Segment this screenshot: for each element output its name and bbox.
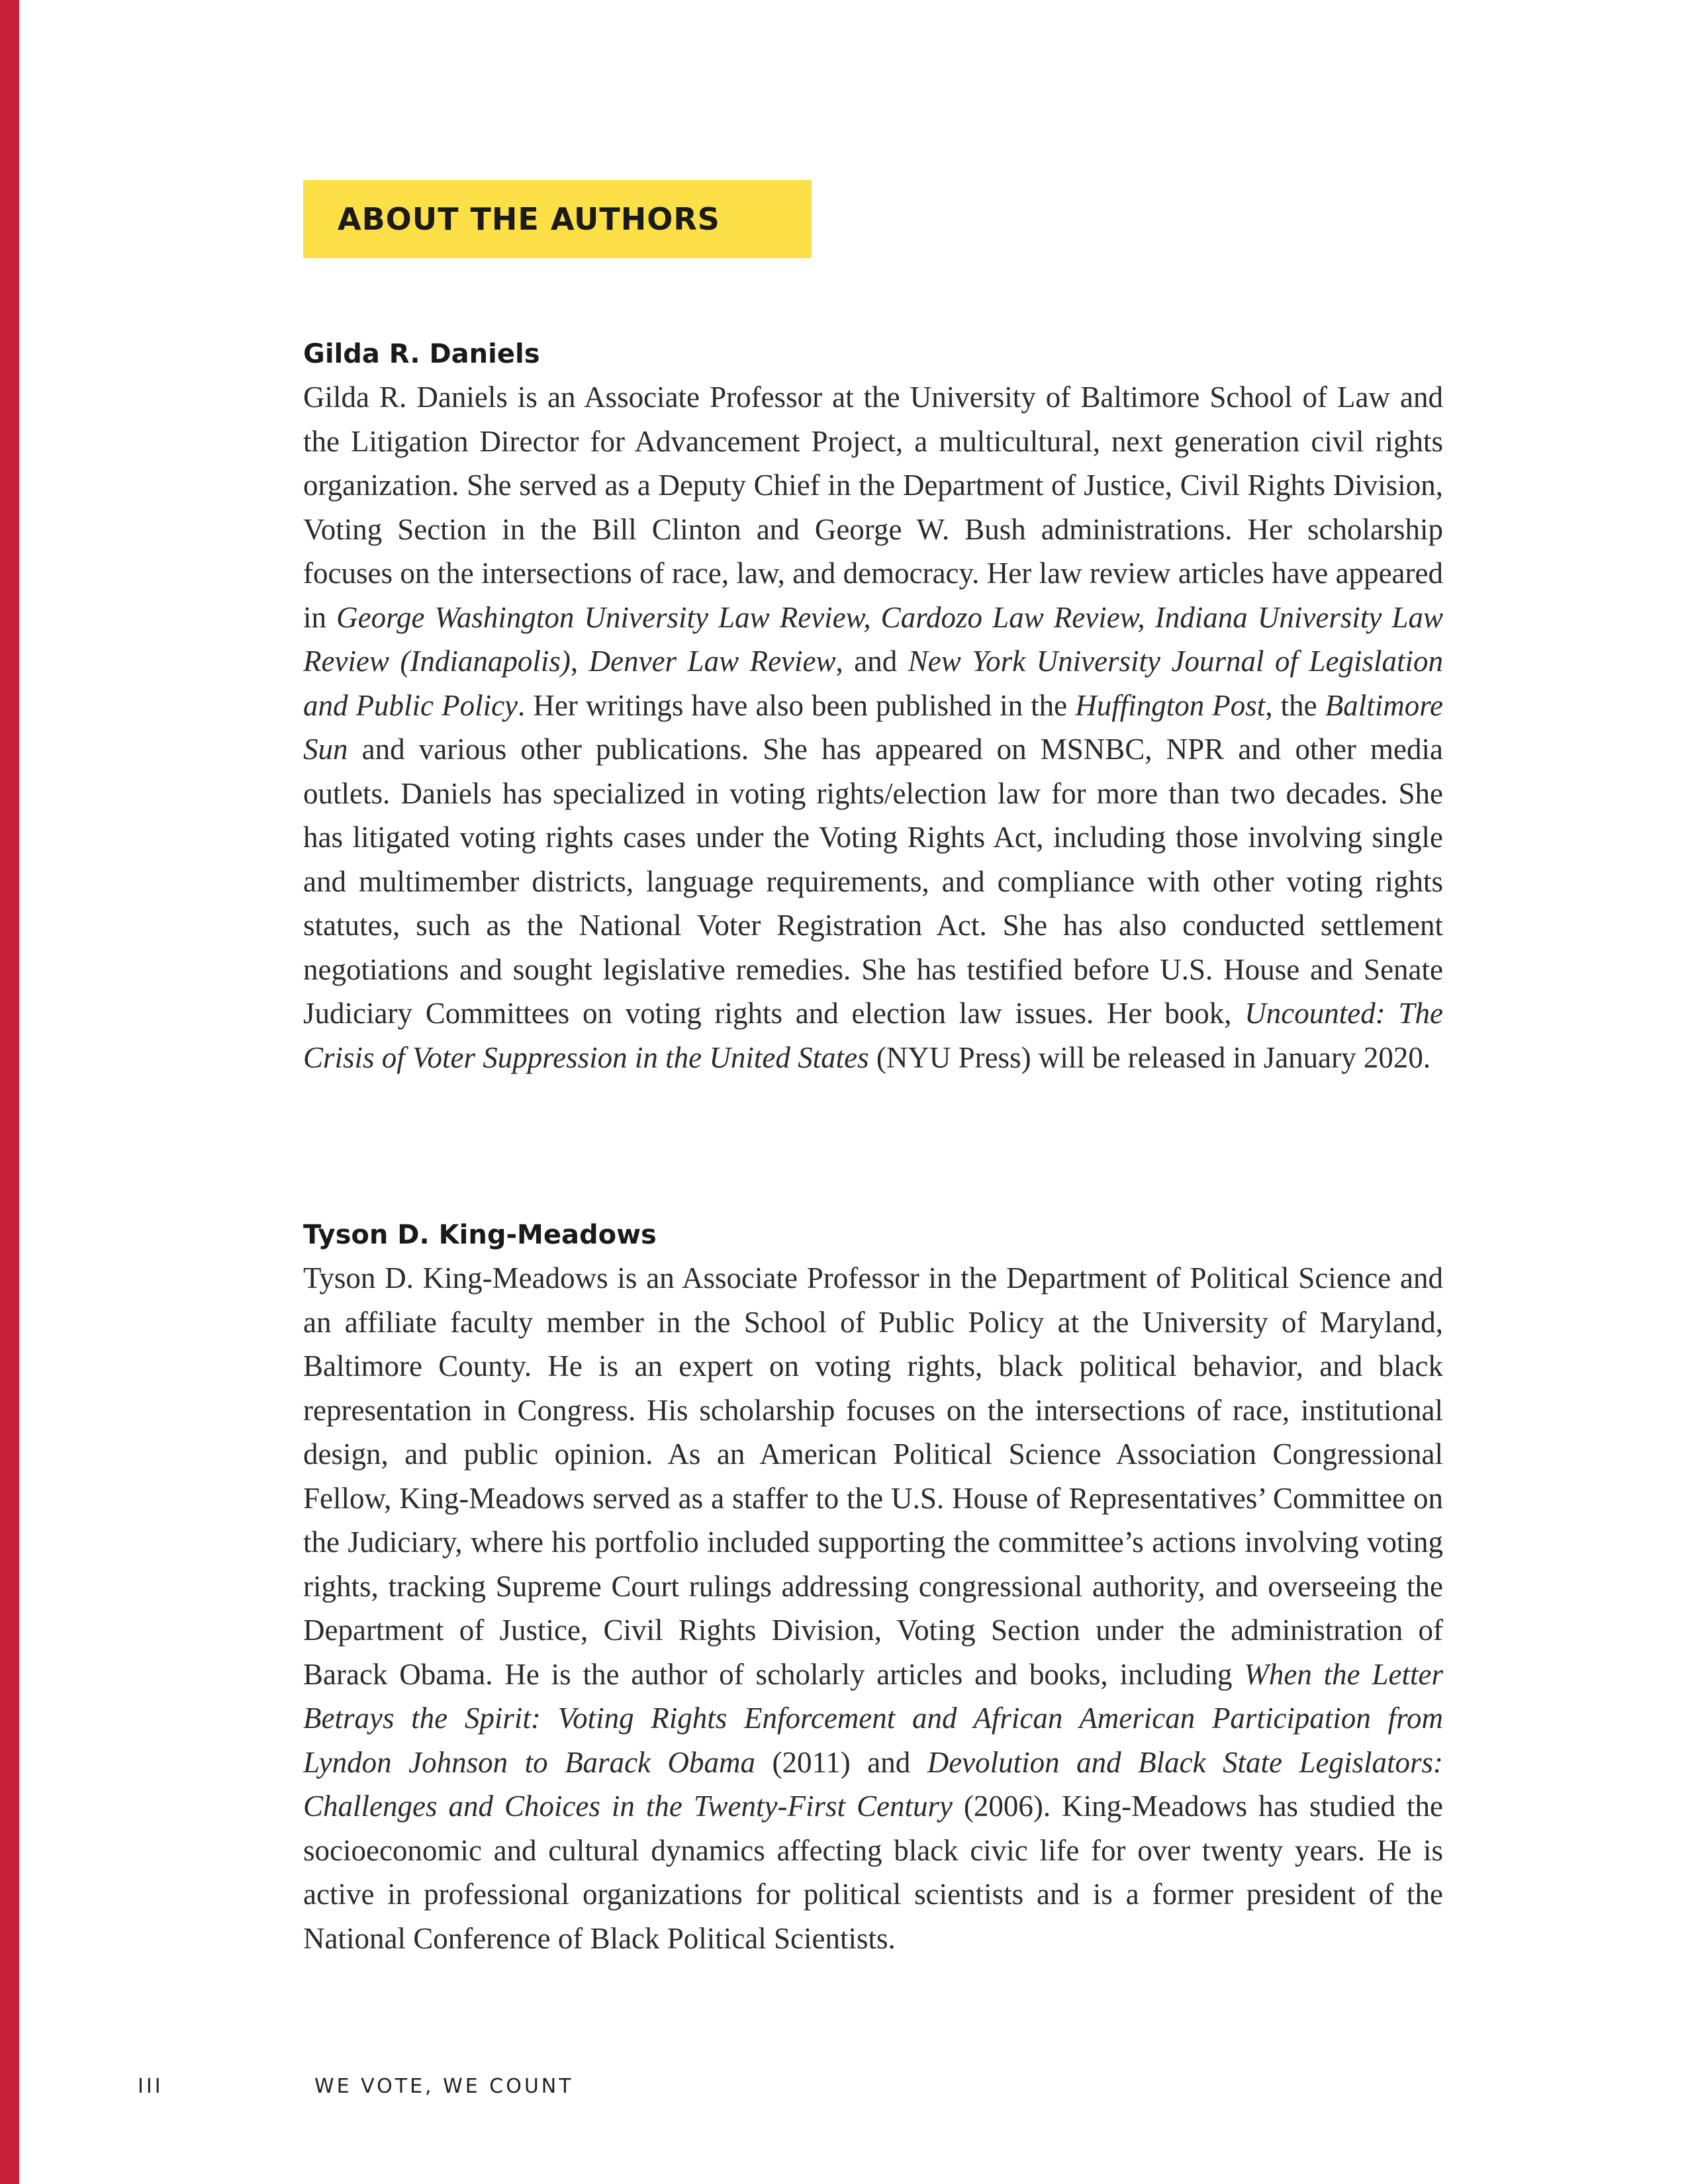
italic-title-run: Denver Law Review [588,645,836,678]
bio-text-run: (NYU Press) will be released in January 2020. [868,1040,1431,1074]
author-bio-1 [303,375,1443,1079]
section-header-band [303,180,812,258]
italic-title-run: Huffington Post [1075,688,1266,722]
italic-title-run: New York University Journal of Legislation and Public Policy [303,645,1443,722]
bio-text-run: and various other publications. She has appeared on MSNBC, NPR and other media outlets. Daniels has specialized in voting rights/election law for more than two decades. She has litigated voting rights cases under the Voting Rights Act, including those involving single and multimember districts, language requirements, and compliance with other voting rights statutes, such as the National Voter Registration Act. She has also conducted settlement negotiations and sought legislative remedies. She has testified before U.S. House and Senate Judiciary Committees on voting rights and election law issues. Her book, [303,733,1443,1030]
section-title: ABOUT THE AUTHORS [338,201,720,237]
author-name-1: Gilda R. Daniels [303,339,540,369]
bio-text-run: (2006). King-Meadows has studied the socioeconomic and cultural dynamics affecting black civic life for over twenty years. He is active in professional organizations for political scientists and is a former president of the National Conference of Black Political Scientists. [303,1790,1443,1955]
author-name-2: Tyson D. King-Meadows [303,1220,657,1250]
italic-title-run: Baltimore Sun [303,688,1444,766]
bio-text-run: Tyson D. King-Meadows is an Associate Professor in the Department of Political Science and an affiliate faculty member in the School of Public Policy at the University of Maryland, Baltimore County. He is an expert on voting rights, black political behavior, and black representation in Congress. His scholarship focuses on the intersections of race, institutional design, and public opinion. As an American Political Science Association Congressional Fellow, King-Meadows served as a staffer to the U.S. House of Representatives’ Committee on the Judiciary, where his portfolio included supporting the committee’s actions involving voting rights, tracking Supreme Court rulings addressing congressional authority, and overseeing the Department of Justice, Civil Rights Division, Voting Section under the administration of Barack Obama. He is the author of scholarly articles and books, including [303,1261,1443,1691]
bio-text-run: . Her writings have also been published in the [518,688,1076,722]
bio-text-run: , the [1265,688,1325,722]
italic-title-run: When the Letter Betrays the Spirit: Voting Rights Enforcement and African American Participation from Lyndon Johnson to Barack Obama [303,1657,1443,1779]
italic-title-run: Uncounted: The Crisis of Voter Suppression in the United States [303,997,1443,1074]
left-accent-bar [0,0,19,2184]
bio-text-run: , and [835,645,908,678]
bio-text-run: , [570,645,589,678]
author-bio-2 [303,1256,1443,1960]
page-number: III [138,2075,164,2098]
italic-title-run: Devolution and Black State Legislators: Challenges and Choices in the Twenty-First Century [303,1745,1443,1823]
bio-text-run: (2011) and [755,1745,927,1779]
italic-title-run: George Washington University Law Review, Cardozo Law Review, Indiana University Law Review (Indianapolis) [303,600,1443,678]
running-footer-title: WE VOTE, WE COUNT [314,2075,574,2098]
bio-text-run: Gilda R. Daniels is an Associate Professor at the University of Baltimore School of Law and the Litigation Director for Advancement Project, a multicultural, next generation civil rights organization. She served as a Deputy Chief in the Department of Justice, Civil Rights Division, Voting Section in the Bill Clinton and George W. Bush administrations. Her scholarship focuses on the intersections of race, law, and democracy. Her law review articles have appeared in [303,381,1443,634]
